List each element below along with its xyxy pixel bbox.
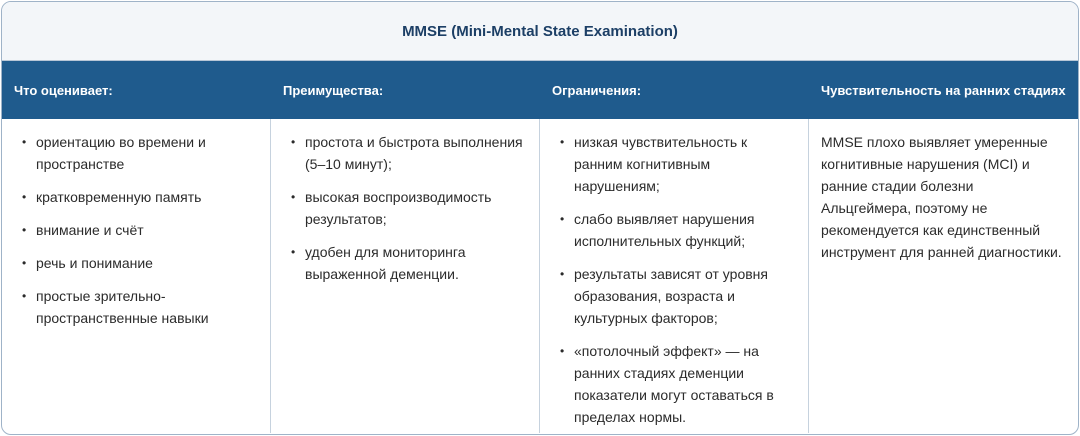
list-item: • простые зрительно-пространственные навыки — [14, 285, 258, 329]
body-row — [2, 119, 1078, 433]
header-limitations: Ограничения: — [552, 82, 642, 98]
cell-advantages — [271, 119, 540, 433]
sensitivity-text: MMSE плохо выявляет умеренные когнитивные нарушения (MCI) и ранние стадии болезни Альцгеймера, поэтому не рекомендуется как единственный инструмент для ранней диагностики. — [821, 134, 1062, 260]
list-item: • удобен для мониторинга выраженной деменции. — [283, 241, 527, 285]
title-bar — [2, 2, 1078, 61]
header-advantages: Преимущества: — [283, 82, 384, 98]
list-item: • простота и быстрота выполнения (5–10 минут); — [283, 131, 527, 175]
limitations-list — [552, 131, 796, 428]
mmse-table — [1, 1, 1079, 435]
list-item: • ориентацию во времени и пространстве — [14, 131, 258, 175]
table-title: MMSE (Mini-Mental State Examination) — [402, 22, 678, 40]
list-item: • внимание и счёт — [14, 219, 258, 241]
cell-sensitivity — [809, 119, 1078, 433]
cell-evaluates — [2, 119, 271, 433]
list-item: • слабо выявляет нарушения исполнительных функций; — [552, 208, 796, 252]
list-item: • «потолочный эффект» — на ранних стадиях деменции показатели могут оставаться в пределах нормы. — [552, 340, 796, 428]
advantages-list — [283, 131, 527, 285]
header-sensitivity: Чувствительность на ранних стадиях — [821, 82, 1066, 98]
list-item: • кратковременную память — [14, 186, 258, 208]
list-item: • низкая чувствительность к ранним когнитивным нарушениям; — [552, 131, 796, 197]
list-item: • результаты зависят от уровня образования, возраста и культурных факторов; — [552, 263, 796, 329]
evaluates-list — [14, 131, 258, 329]
header-evaluates: Что оценивает: — [14, 82, 113, 98]
cell-limitations — [540, 119, 809, 433]
list-item: • высокая воспроизводимость результатов; — [283, 186, 527, 230]
list-item: • речь и понимание — [14, 252, 258, 274]
header-row — [2, 61, 1078, 119]
